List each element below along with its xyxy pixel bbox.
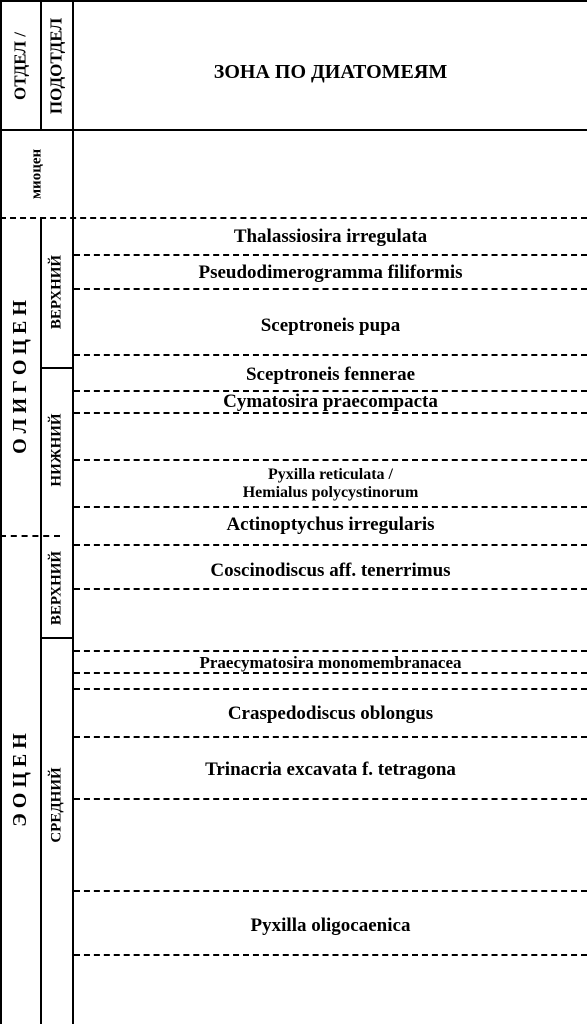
zone-boundary [74,354,587,356]
zone-label: Trinacria excavata f. tetragona [205,759,456,780]
zone-boundary [74,459,587,461]
zone-boundary [74,544,587,546]
zone-label: Pyxilla reticulata / [267,466,393,483]
zone-label: Pseudodimerogramma filiformis [198,262,463,283]
zone-label: Pyxilla oligocaenica [250,915,411,936]
division-header-line2: ПОДОТДЕЛ [46,17,66,115]
zone-boundary [74,650,587,652]
top-border [0,0,587,2]
subdivision-oligocene-lower: НИЖНИЙ [48,413,65,487]
subdivision-eocene-middle: СРЕДНИЙ [48,767,65,843]
subdivision-divider-lower [40,369,42,537]
left-border [0,0,2,1024]
zone-label: Cymatosira praecompacta [223,391,438,412]
zone-label: Hemialus polycystinorum [242,484,419,501]
subdivision-tick-oligocene [40,367,72,369]
zone-boundary [74,736,587,738]
epoch-eocene: Э О Ц Е Н [9,733,31,827]
zone-label: Actinoptychus irregularis [226,514,435,535]
zone-boundary [74,412,587,414]
zone-header: ЗОНА ПО ДИАТОМЕЯМ [213,61,448,83]
zone-label: Sceptroneis pupa [260,315,401,336]
zone-label: Craspedodiscus oblongus [227,703,434,724]
subdivision-divider-upper [40,217,42,367]
zone-boundary [74,588,587,590]
epoch-miocene: миоцен [28,148,45,200]
zone-boundary [74,954,587,956]
zone-label: Praecymatosira monomembranacea [199,653,462,672]
subdivision-tick-eocene [40,637,72,639]
zone-boundary [74,688,587,690]
zone-boundary [74,506,587,508]
zone-label: Sceptroneis fennerae [245,364,416,385]
division-header-line1: ОТДЕЛ / [10,32,30,100]
header-bottom-border [0,129,587,131]
epoch-oligocene: О Л И Г О Ц Е Н [9,300,31,454]
zone-boundary [74,288,587,290]
zone-boundary [74,890,587,892]
boundary-oligocene-eocene [0,535,60,537]
subdivision-divider-eocene [40,537,42,1024]
column-divider [72,0,74,1024]
zone-label: Coscinodiscus aff. tenerrimus [210,560,451,581]
zone-boundary [74,798,587,800]
zone-boundary [74,672,587,674]
boundary-miocene-oligocene [0,217,587,219]
zone-label: Thalassiosira irregulata [233,226,428,247]
inner-divider-header [40,0,42,130]
zone-boundary [74,254,587,256]
subdivision-eocene-upper: ВЕРХНИЙ [48,550,65,626]
subdivision-oligocene-upper: ВЕРХНИЙ [48,254,65,330]
